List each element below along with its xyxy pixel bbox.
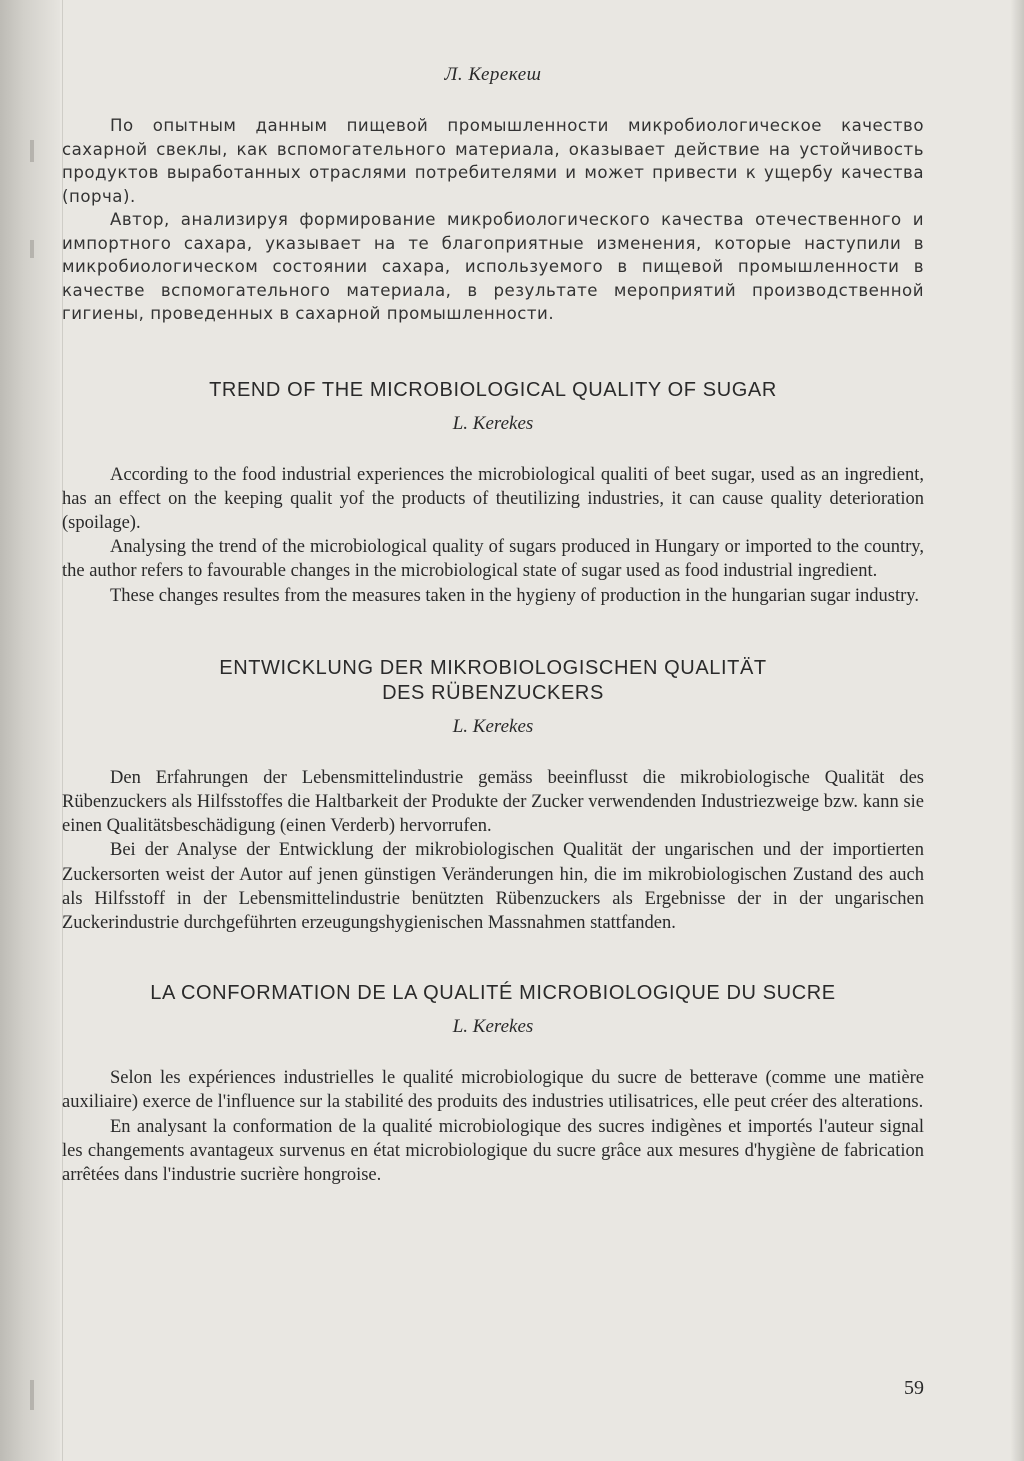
running-header-author: Л. Керекеш — [444, 64, 542, 85]
russian-abstract — [62, 114, 924, 326]
abstract-paragraph: По опытным данным пищевой промышленности микробиологическое качество сахарной свеклы, как вспомогательного материала, оказывает действие на устойчивость продуктов выработанных отраслями потребителями и может привести к ущербу качества (порча). — [62, 116, 924, 206]
english-abstract — [62, 378, 924, 608]
abstract-paragraph: Автор, анализируя формирование микробиологического качества отечественного и импортного сахара, указывает на те благоприятные изменения, которые наступили в микробиологическом состоянии сахара, используемого в пищевой промышленности в качестве вспомогательного материала, в результате мероприятий производственной гигиены, проведенных в сахарной промышленности. — [62, 210, 924, 323]
abstract-paragraph: Bei der Analyse der Entwicklung der mikrobiologischen Qualität der ungarischen und der importierten Zuckersorten weist der Autor auf jenen günstigen Veränderungen hin, die im mikrobiologischen Zustand des auch als Hilfsstoff in der Lebensmittelindustrie benützten Rübenzuckers als Ergebnisse der in der ungarischen Zuckerindustrie durchgeführten erzeugungshygienischen Massnahmen stattfanden. — [62, 840, 924, 933]
margin-mark — [30, 240, 34, 258]
scan-shadow-right — [1010, 0, 1024, 1461]
margin-mark — [30, 140, 34, 162]
page-number: 59 — [904, 1377, 924, 1399]
abstract-paragraph: Den Erfahrungen der Lebensmittelindustrie gemäss beeinflusst die mikrobiologische Qualität des Rübenzuckers als Hilfsstoffes die Haltbarkeit der Produkte der Zucker verwendenden Industriezweige bzw. kann sie einen Qualitätsbeschädigung (einen Verderb) hervorrufen. — [62, 767, 924, 837]
page-content — [62, 64, 924, 1187]
section-title: LA CONFORMATION DE LA QUALITÉ MICROBIOLOGIQUE DU SUCRE — [150, 982, 836, 1005]
abstract-paragraph: Analysing the trend of the microbiological quality of sugars produced in Hungary or imported to the country, the author refers to favourable changes in the microbiological state of sugar used as food industrial ingredient. — [62, 537, 924, 582]
section-author: L. Kerekes — [452, 715, 534, 737]
abstract-paragraph: These changes resultes from the measures taken in the hygieny of production in the hungarian sugar industry. — [110, 585, 919, 606]
abstract-paragraph: En analysant la conformation de la qualité microbiologique des sucres indigènes et importés l'auteur signal les changements avantageux survenus en état microbiologique du sucre grâce aux mesures d'hygiène de fabrication arrêtées dans l'industrie sucrière hongroise. — [62, 1116, 924, 1185]
section-title-line: ENTWICKLUNG DER MIKROBIOLOGISCHEN QUALITÄT — [219, 656, 767, 679]
section-author: L. Kerekes — [452, 412, 534, 434]
german-abstract — [62, 656, 924, 935]
section-title — [62, 656, 924, 706]
abstract-paragraph: Selon les expériences industrielles le qualité microbiologique du sucre de betterave (comme une matière auxiliaire) exerce de l'influence sur la stabilité des produits des industries utilisatrices, elle peut créer des alterations. — [62, 1068, 924, 1113]
abstract-paragraph: According to the food industrial experiences the microbiological qualiti of beet sugar, used as an ingredient, has an effect on the keeping qualit yof the products of theutilizing industries, it can cause quality deterioration (spoilage). — [62, 464, 924, 533]
margin-mark — [30, 1380, 34, 1410]
section-title: TREND OF THE MICROBIOLOGICAL QUALITY OF SUGAR — [209, 378, 777, 401]
french-abstract — [62, 981, 924, 1187]
section-title-line: DES RÜBENZUCKERS — [382, 681, 604, 704]
scan-shadow-left — [0, 0, 60, 1461]
section-author: L. Kerekes — [452, 1016, 534, 1038]
